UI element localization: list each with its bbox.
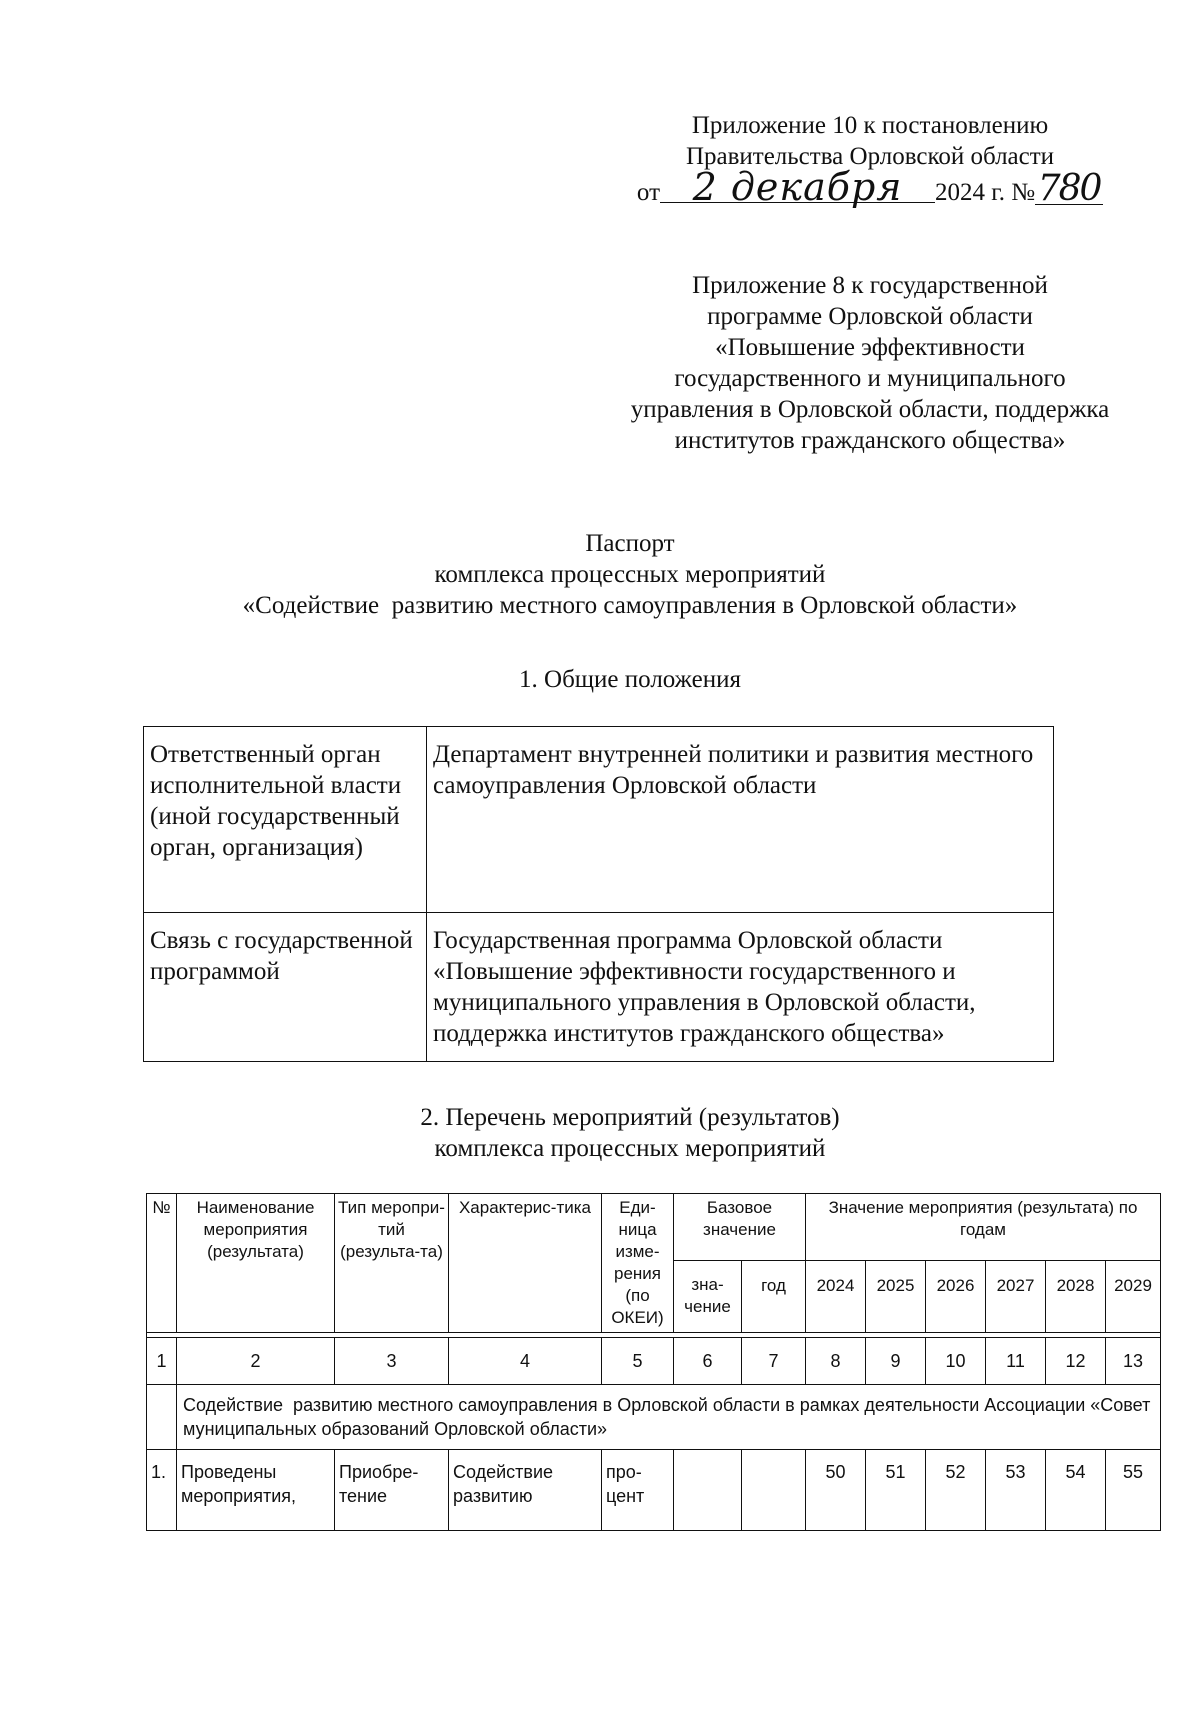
heading-line: 2. Перечень мероприятий (результатов) [420,1104,840,1131]
document-title [150,528,1110,621]
subheading-no-cell [147,1385,177,1450]
subheading-text: Содействие развитию местного самоуправления в Орловской области в рамках деятельности Ассоциации «Совет муниципальных образований Орловской области» [177,1385,1161,1450]
header-base: Базовое значение [674,1194,806,1261]
appendix-line: Приложение 8 к государственной [692,272,1048,299]
appendix-line: управления в Орловской области, поддержка [630,396,1110,423]
row-base-year [742,1450,806,1531]
row-value-year: 51 [866,1450,926,1531]
column-number: 9 [866,1338,926,1385]
table-row [144,727,1054,913]
subheading-row [147,1385,1161,1450]
heading-line: комплекса процессных мероприятий [434,1135,826,1162]
appendix-line: Приложение 10 к постановлению [691,112,1049,139]
row-value: Департамент внутренней политики и развития местного самоуправления Орловской области [427,727,1054,913]
header-unit: Еди-ница изме-рения (по ОКЕИ) [602,1194,674,1333]
header-year: 2027 [986,1260,1046,1332]
header-name: Наименование мероприятия (результата) [177,1194,335,1333]
header-year: 2025 [866,1260,926,1332]
row-unit: про-цент [602,1450,674,1531]
column-number: 7 [742,1338,806,1385]
row-value-year: 55 [1106,1450,1161,1531]
header-row [147,1194,1161,1261]
events-table [146,1193,1161,1531]
section-2-heading [150,1102,1110,1164]
appendix-line: программе Орловской области [707,303,1033,330]
section-1-heading: 1. Общие положения [519,666,741,693]
column-number: 3 [335,1338,449,1385]
row-value-year: 50 [806,1450,866,1531]
row-no: 1. [147,1450,177,1531]
handwritten-date: 2 декабря [660,172,935,203]
title-line: Паспорт [585,530,675,557]
column-number: 10 [926,1338,986,1385]
column-number: 11 [986,1338,1046,1385]
row-value: Государственная программа Орловской области «Повышение эффективности государственного и муниципального управления в Орловской области, поддержка институтов гражданского общества» [427,913,1054,1062]
row-characteristic: Содействие развитию [449,1450,602,1531]
header-characteristic: Характерис-тика [449,1194,602,1333]
column-number-row [147,1338,1161,1385]
year-number-label: 2024 г. № [935,179,1036,206]
row-name: Проведены мероприятия, [177,1450,335,1531]
header-type: Тип меропри-тий (результа-та) [335,1194,449,1333]
column-number: 12 [1046,1338,1106,1385]
column-number: 8 [806,1338,866,1385]
appendix-line: институтов гражданского общества» [674,427,1066,454]
header-year: 2024 [806,1260,866,1332]
header-years-group: Значение мероприятия (результата) по годам [806,1194,1161,1261]
resolution-date-line [560,165,1180,209]
row-value-year: 53 [986,1450,1046,1531]
column-number: 5 [602,1338,674,1385]
table-row [144,913,1054,1062]
column-number: 13 [1106,1338,1161,1385]
date-prefix: от [636,179,661,206]
row-value-year: 54 [1046,1450,1106,1531]
row-type: Приобре-тение [335,1450,449,1531]
handwritten-number: 780 [1035,174,1103,205]
column-number: 2 [177,1338,335,1385]
column-number: 4 [449,1338,602,1385]
appendix-line: государственного и муниципального [674,365,1066,392]
header-no: № [147,1194,177,1333]
header-base-year: год [742,1260,806,1332]
appendix-line: «Повышение эффективности [715,334,1025,361]
column-number: 6 [674,1338,742,1385]
column-number: 1 [147,1338,177,1385]
appendix-resolution-header [560,110,1180,208]
row-value-year: 52 [926,1450,986,1531]
appendix-program-header [560,270,1180,456]
header-year: 2029 [1106,1260,1161,1332]
title-line: «Содействие развитию местного самоуправления в Орловской области» [242,592,1018,619]
header-base-value: зна-чение [674,1260,742,1332]
title-line: комплекса процессных мероприятий [434,561,826,588]
general-provisions-table [143,726,1054,1062]
table-row [147,1450,1161,1531]
row-base-value [674,1450,742,1531]
row-label: Связь с государственной программой [144,913,427,1062]
appendix-line: Правительства Орловской области [685,143,1055,170]
header-year: 2026 [926,1260,986,1332]
row-label: Ответственный орган исполнительной власти (иной государственный орган, организация) [144,727,427,913]
header-year: 2028 [1046,1260,1106,1332]
